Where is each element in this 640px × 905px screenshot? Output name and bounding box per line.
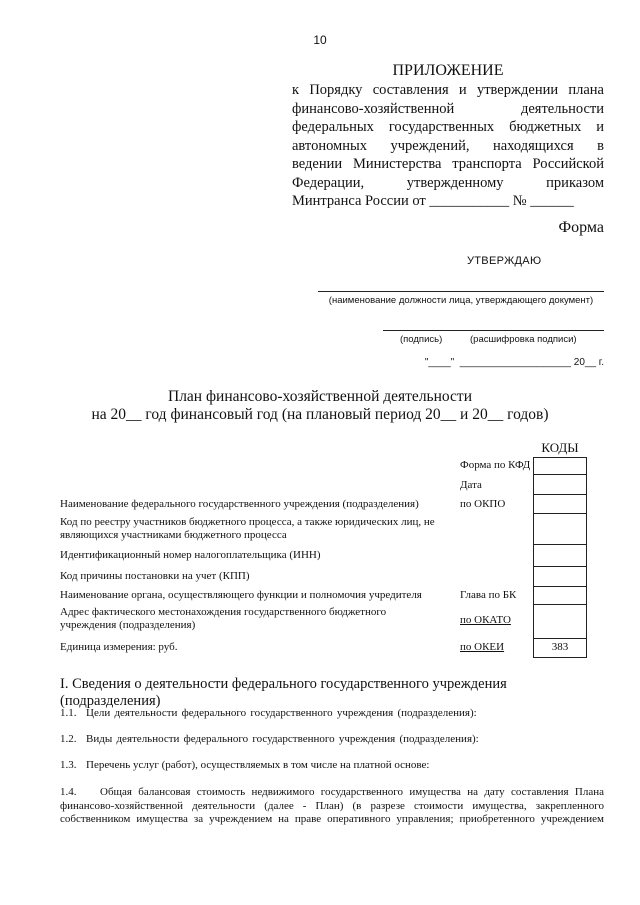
position-line [318,291,604,292]
item-1-2-num: 1.2. [60,733,77,745]
position-caption: (наименование должности лица, утверждающего документ) [328,295,594,306]
codes-row-sep-3 [533,513,587,514]
appendix-line-4: автономных учреждений, находящихся в [292,137,604,154]
codes-header: КОДЫ [541,440,579,455]
code-value-okei: 383 [551,641,569,653]
row-left-name: Наименование федерального государственного учреждения (подразделения) [60,498,419,510]
signature-caption: (подпись) [400,334,443,345]
appendix-line-6: Федерации, утвержденному приказом [292,174,604,191]
appendix-line-3: федеральных государственных бюджетных и [292,119,604,135]
approve-title: УТВЕРЖДАЮ [467,255,542,267]
row-left-registry: Код по реестру участников бюджетного процесса, а также юридических лиц, не являющихся участниками бюджетного процесса [60,516,435,541]
appendix-text [292,81,604,211]
item-1-4-num: 1.4. [60,786,77,798]
item-1-4-line1: Общая балансовая стоимость недвижимого государственного имущества на дату составления Плана [100,786,604,798]
code-label-okei [460,641,504,653]
item-1-1-text: Цели деятельности федерального государственного учреждения (подразделения): [86,707,477,719]
codes-row-sep-7 [533,604,587,605]
row-left-unit: Единица измерения: руб. [60,641,178,653]
codes-row-sep-1 [533,474,587,475]
row-left-kpp: Код причины постановки на учет (КПП) [60,570,250,582]
plan-title-line1: План финансово-хозяйственной деятельности [168,388,472,405]
form-label: Форма [558,219,604,236]
codes-row-sep-2 [533,494,587,495]
item-1-4-line2: финансово-хозяйственной деятельности (далее - План) (в разрезе стоимости имущества, закрепленного [60,799,604,812]
code-label-kfd: Форма по КФД [460,459,531,471]
row-left-founder: Наименование органа, осуществляющего функции и полномочия учредителя [60,589,422,601]
appendix-title: ПРИЛОЖЕНИЕ [392,62,504,79]
codes-row-sep-4 [533,544,587,545]
item-1-4-line3: собственником имущества за учреждением на праве оперативного управления; приобретенного учреждением [60,813,604,825]
code-label-bk: Глава по БК [460,589,517,601]
codes-row-sep-5 [533,566,587,567]
item-1-3-num: 1.3. [60,759,77,771]
appendix-line-5: ведении Министерства транспорта Российской [292,156,604,172]
codes-row-sep-8 [533,638,587,639]
section1-title: I. Сведения о деятельности федерального государственного учреждения (подразделения) [60,676,507,709]
appendix-line-2: финансово-хозяйственной деятельности [292,100,604,117]
page-number: 10 [313,33,327,47]
signature-line [383,330,604,331]
code-label-date: Дата [460,479,482,491]
row-left-address: Адрес фактического местонахождения государственного бюджетного учреждения (подразделения) [60,606,387,631]
appendix-line-1: к Порядку составления и утверждении плана [292,82,604,98]
codes-row-sep-6 [533,586,587,587]
row-left-inn: Идентификационный номер налогоплательщика (ИНН) [60,549,321,561]
item-1-2-text: Виды деятельности федерального государственного учреждения (подразделения): [86,733,479,745]
codes-table [533,457,587,658]
code-label-okpo: по ОКПО [460,498,506,510]
code-label-okato: по ОКАТО [460,614,511,626]
appendix-last-line: Минтранса России от ___________ № ______ [292,193,574,209]
item-1-4-text [60,786,604,827]
plan-title-line2: на 20__ год финансовый год (на плановый период 20__ и 20__ годов) [91,406,549,423]
item-1-1-num: 1.1. [60,707,77,719]
approve-date-line: "____" ____________________ 20__ г. [424,357,604,368]
code-label-okei-text: по ОКЕИ [460,641,505,653]
item-1-3-text: Перечень услуг (работ), осуществляемых в том числе на платной основе: [86,759,430,771]
decode-caption: (расшифровка подписи) [470,334,577,345]
